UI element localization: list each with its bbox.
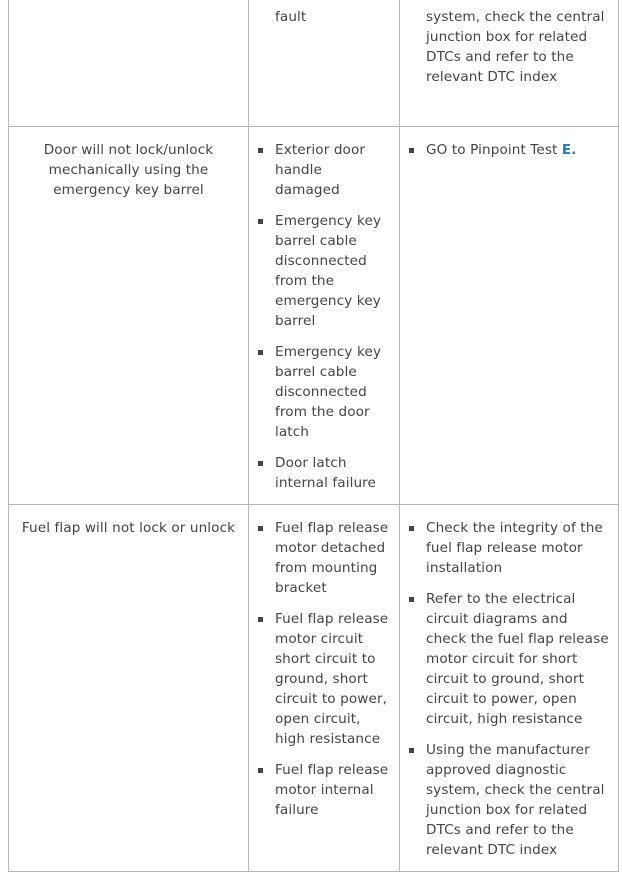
list-item xyxy=(249,342,391,442)
symptom-cell xyxy=(9,505,249,872)
bullet-icon xyxy=(409,597,414,602)
symptom-table xyxy=(8,0,619,872)
bullet-icon xyxy=(258,148,263,153)
bullet-icon xyxy=(409,748,414,753)
symptom-text xyxy=(9,0,248,6)
action-cell xyxy=(400,127,619,505)
list-item xyxy=(400,518,610,578)
bullet-icon xyxy=(409,526,414,531)
action-cell xyxy=(400,505,619,872)
list-item xyxy=(249,211,391,331)
cause-text: Fuel flap release motor internal failure xyxy=(275,762,389,818)
bullet-icon xyxy=(258,219,263,224)
bullet-icon xyxy=(409,148,414,153)
cause-text: Exterior door handle damaged xyxy=(275,142,366,198)
cause-text: Fuel flap release motor circuit short circuit to ground, short circuit to power, open circuit, high resistance xyxy=(275,611,389,747)
causes-list xyxy=(249,505,399,820)
list-item xyxy=(249,518,391,598)
symptom-text: Door will not lock/unlock mechanically using the emergency key barrel xyxy=(43,142,214,198)
bullet-icon xyxy=(258,461,263,466)
list-item xyxy=(249,7,391,27)
cause-text: Fuel flap release motor detached from mounting bracket xyxy=(275,520,389,596)
table-row xyxy=(9,505,619,872)
list-item xyxy=(400,589,610,729)
list-item xyxy=(249,609,391,749)
symptom-cell xyxy=(9,0,249,127)
cause-text: fault xyxy=(275,9,307,25)
symptom-text: Fuel flap will not lock or unlock xyxy=(21,520,236,536)
list-item xyxy=(249,760,391,820)
symptom-cell xyxy=(9,127,249,505)
possible-causes-cell xyxy=(249,505,400,872)
list-item xyxy=(400,140,610,160)
bullet-icon xyxy=(258,526,263,531)
bullet-icon xyxy=(258,768,263,773)
list-item xyxy=(249,140,391,200)
possible-causes-cell xyxy=(249,0,400,127)
action-text: Check the integrity of the fuel flap release motor installation xyxy=(426,520,603,576)
action-text: Refer to the electrical circuit diagrams and check the fuel flap release motor circuit for short circuit to ground, short circuit to power, open circuit, high resistance xyxy=(426,591,609,727)
actions-list xyxy=(400,0,618,87)
bullet-icon xyxy=(258,350,263,355)
cause-text: Emergency key barrel cable disconnected from the door latch xyxy=(275,344,382,440)
table-row xyxy=(9,127,619,505)
list-item xyxy=(400,7,610,87)
action-text: system, check the central junction box for related DTCs and refer to the relevant DTC index xyxy=(426,9,605,85)
table-row xyxy=(9,0,619,127)
cause-text: Emergency key barrel cable disconnected from the emergency key barrel xyxy=(275,213,382,329)
action-text: GO to Pinpoint Test xyxy=(426,142,562,158)
cause-text: Door latch internal failure xyxy=(275,455,377,491)
list-item xyxy=(400,740,610,860)
list-item xyxy=(249,453,391,493)
bullet-icon xyxy=(258,617,263,622)
action-cell xyxy=(400,0,619,127)
causes-list xyxy=(249,0,399,27)
pinpoint-test-e-link[interactable]: E. xyxy=(561,142,577,158)
causes-list xyxy=(249,127,399,493)
actions-list xyxy=(400,505,618,860)
action-text: Using the manufacturer approved diagnostic system, check the central junction box for related DTCs and refer to the relevant DTC index xyxy=(426,742,605,858)
actions-list xyxy=(400,127,618,160)
possible-causes-cell xyxy=(249,127,400,505)
